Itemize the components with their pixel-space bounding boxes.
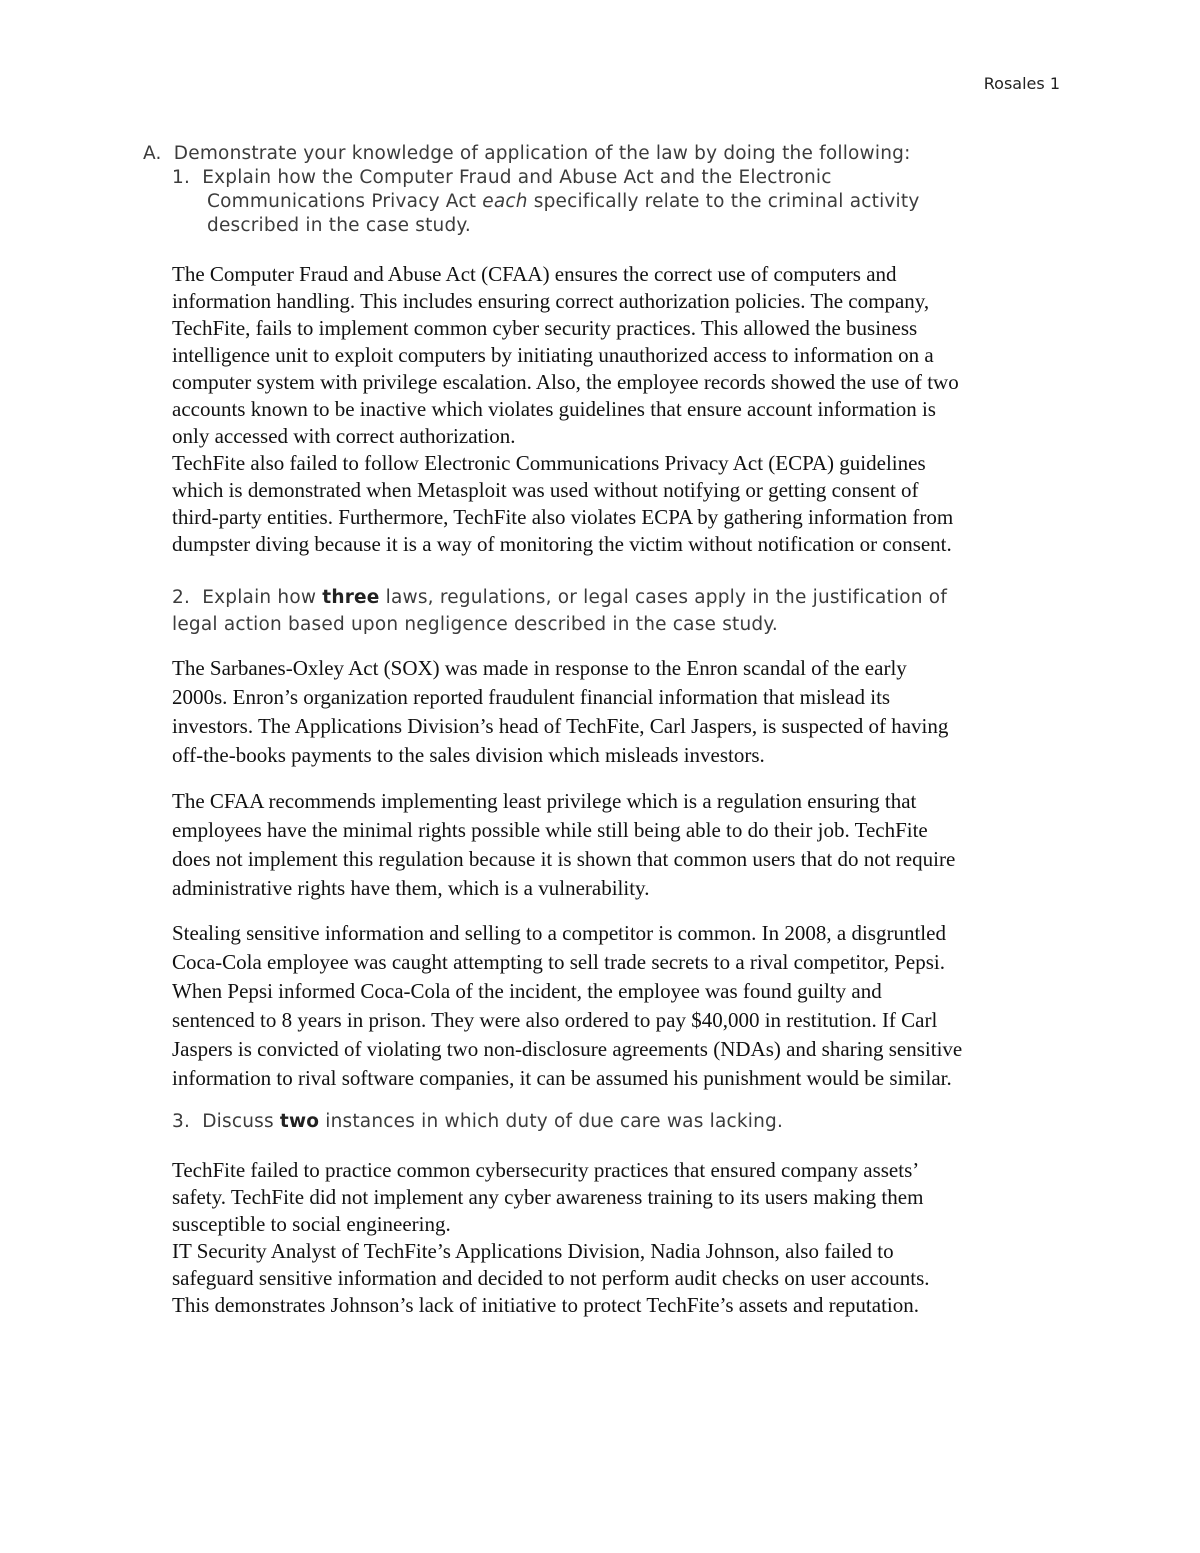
question-1-line-2-post: specifically relate to the criminal activity <box>527 191 920 212</box>
answer-1-line: The Computer Fraud and Abuse Act (CFAA) ensures the correct use of computers and <box>172 262 897 286</box>
question-1-number: 1. <box>172 167 191 188</box>
answer-2b-line: administrative rights have them, which is a vulnerability. <box>172 876 650 900</box>
answer-2a-line: The Sarbanes-Oxley Act (SOX) was made in response to the Enron scandal of the early <box>172 656 907 680</box>
question-2-post: laws, regulations, or legal cases apply in the justification of <box>379 587 948 608</box>
question-3-bold: two <box>279 1111 320 1132</box>
answer-3-line: TechFite failed to practice common cybersecurity practices that ensured company assets’ <box>172 1158 920 1182</box>
answer-1 <box>172 261 959 558</box>
answer-2c-line: Stealing sensitive information and selling to a competitor is common. In 2008, a disgruntled <box>172 921 946 945</box>
answer-3-line: safeguard sensitive information and decided to not perform audit checks on user accounts. <box>172 1266 930 1290</box>
answer-2c-line: information to rival software companies, it can be assumed his punishment would be similar. <box>172 1066 952 1090</box>
question-1-emphasis: each <box>482 191 528 212</box>
answer-1-line: intelligence unit to exploit computers by initiating unauthorized access to information on a <box>172 343 934 367</box>
answer-3 <box>172 1157 930 1319</box>
answer-2c-line: sentenced to 8 years in prison. They were also ordered to pay $40,000 in restitution. If Carl <box>172 1008 938 1032</box>
answer-3-line: safety. TechFite did not implement any cyber awareness training to its users making them <box>172 1185 924 1209</box>
answer-3-line: This demonstrates Johnson’s lack of initiative to protect TechFite’s assets and reputation. <box>172 1293 919 1317</box>
answer-2b-line: The CFAA recommends implementing least privilege which is a regulation ensuring that <box>172 789 917 813</box>
answer-1-line: information handling. This includes ensuring correct authorization policies. The company, <box>172 289 930 313</box>
question-2-number: 2. <box>172 587 191 608</box>
question-3-pre: Discuss <box>202 1111 280 1132</box>
answer-2c <box>172 919 962 1093</box>
question-2-line-2: legal action based upon negligence described in the case study. <box>172 614 778 635</box>
answer-3-line: IT Security Analyst of TechFite’s Applications Division, Nadia Johnson, also failed to <box>172 1239 894 1263</box>
answer-2c-line: When Pepsi informed Coca-Cola of the incident, the employee was found guilty and <box>172 979 882 1003</box>
answer-2b-line: does not implement this regulation because it is shown that common users that do not require <box>172 847 956 871</box>
question-3-post: instances in which duty of due care was lacking. <box>319 1111 784 1132</box>
section-a-text: Demonstrate your knowledge of application of the law by doing the following: <box>173 143 911 164</box>
answer-1-line: which is demonstrated when Metasploit was used without notifying or getting consent of <box>172 478 919 502</box>
question-2-pre: Explain how <box>202 587 323 608</box>
answer-2a-line: off-the-books payments to the sales division which misleads investors. <box>172 743 765 767</box>
question-1-line-2-pre: Communications Privacy Act <box>207 191 483 212</box>
page-header: Rosales 1 <box>983 74 1060 93</box>
question-1-line-1: Explain how the Computer Fraud and Abuse Act and the Electronic <box>202 167 832 188</box>
answer-1-line: third-party entities. Furthermore, TechFite also violates ECPA by gathering information from <box>172 505 954 529</box>
question-2-bold: three <box>322 587 380 608</box>
answer-1-line: TechFite, fails to implement common cyber security practices. This allowed the business <box>172 316 918 340</box>
answer-2a-line: investors. The Applications Division’s head of TechFite, Carl Jaspers, is suspected of having <box>172 714 949 738</box>
answer-1-line: only accessed with correct authorization. <box>172 424 516 448</box>
answer-1-line: dumpster diving because it is a way of monitoring the victim without notification or consent. <box>172 532 952 556</box>
answer-2b-line: employees have the minimal rights possible while still being able to do their job. TechFite <box>172 818 928 842</box>
section-a-label: A. <box>143 143 162 164</box>
answer-1-line: accounts known to be inactive which violates guidelines that ensure account information is <box>172 397 936 421</box>
answer-2c-line: Jaspers is convicted of violating two non-disclosure agreements (NDAs) and sharing sensitive <box>172 1037 963 1061</box>
question-1-line-3: described in the case study. <box>207 215 471 236</box>
answer-2a-line: 2000s. Enron’s organization reported fraudulent financial information that mislead its <box>172 685 891 709</box>
question-2 <box>172 584 947 638</box>
answer-1-line: TechFite also failed to follow Electronic Communications Privacy Act (ECPA) guidelines <box>172 451 926 475</box>
question-1 <box>172 166 920 238</box>
answer-3-line: susceptible to social engineering. <box>172 1212 451 1236</box>
section-a-heading <box>143 142 911 166</box>
answer-1-line: computer system with privilege escalation. Also, the employee records showed the use of two <box>172 370 959 394</box>
question-3 <box>172 1108 783 1135</box>
question-3-number: 3. <box>172 1111 191 1132</box>
answer-2a <box>172 654 948 770</box>
answer-2c-line: Coca-Cola employee was caught attempting to sell trade secrets to a rival competitor, Pepsi. <box>172 950 946 974</box>
answer-2b <box>172 787 955 903</box>
